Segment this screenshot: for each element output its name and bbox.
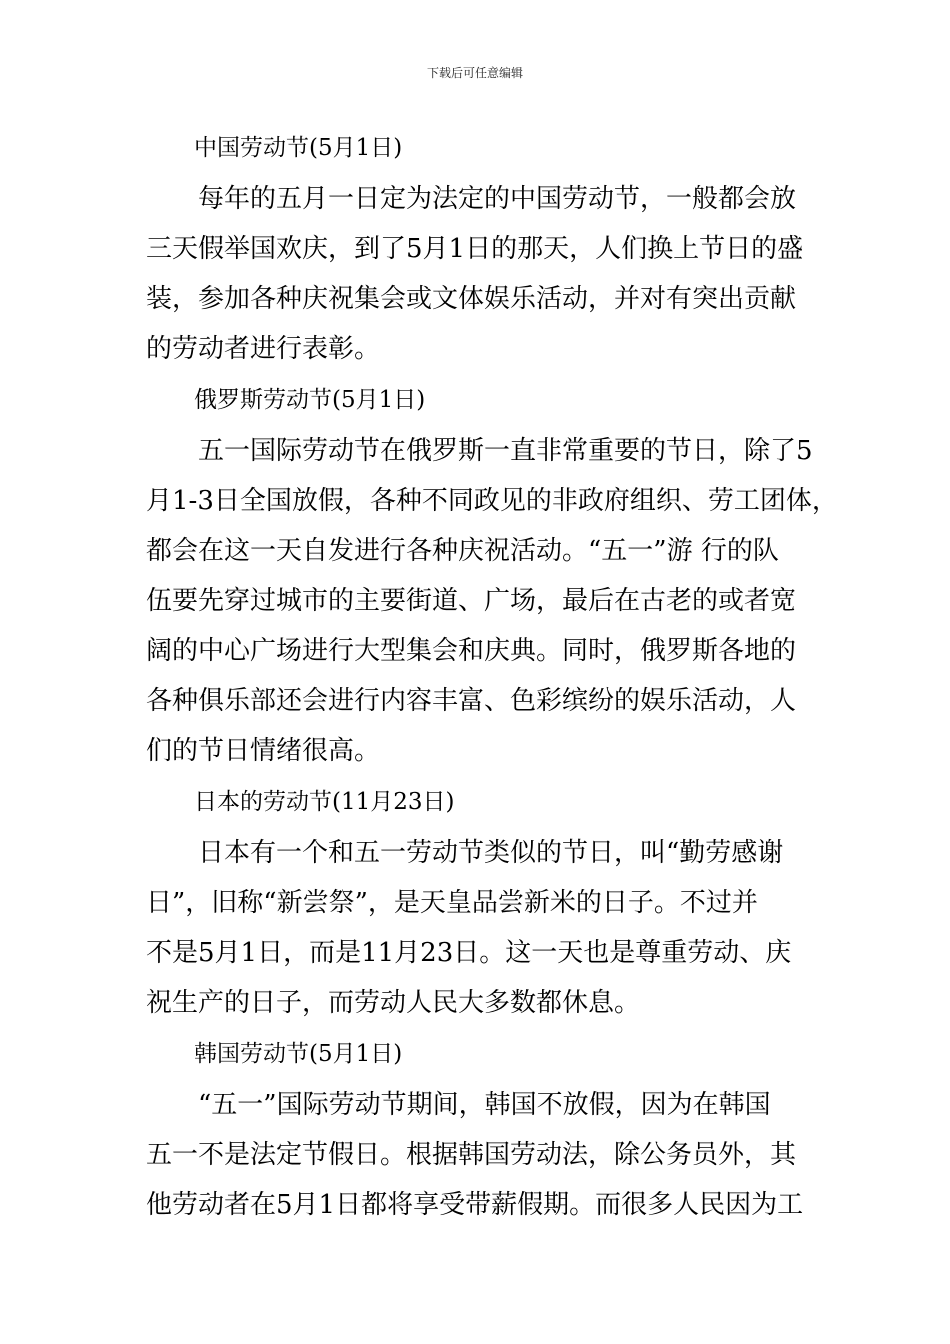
paragraph — [146, 174, 816, 374]
page-header: 下载后可任意编辑 — [426, 66, 523, 80]
text-line: 五一国际劳动节在俄罗斯一直非常重要的节日，除了5 — [198, 436, 813, 466]
section-japan — [146, 776, 816, 1028]
section-heading: 日本的劳动节(11月23日) — [194, 789, 455, 815]
text-line: 日本有一个和五一劳动节类似的节日，叫“勤劳感谢 — [198, 838, 784, 868]
section-korea — [146, 1028, 816, 1230]
document-body — [146, 122, 838, 1230]
text-line: 月1-3日全国放假，各种不同政见的非政府组织、劳工团体， — [146, 486, 838, 516]
text-line: 日”，旧称“新尝祭”，是天皇品尝新米的日子。不过并 — [146, 888, 758, 918]
text-line: 阔的中心广场进行大型集会和庆典。同时，俄罗斯各地的 — [146, 636, 797, 666]
text-line: 各种俱乐部还会进行内容丰富、色彩缤纷的娱乐活动，人 — [146, 686, 797, 716]
text-line: 都会在这一天自发进行各种庆祝活动。“五一”游 行的队 — [146, 536, 779, 566]
text-line: 五一不是法定节假日。根据韩国劳动法，除公务员外，其 — [146, 1140, 797, 1170]
section-heading: 韩国劳动节(5月1日) — [194, 1041, 403, 1067]
text-line: “五一”国际劳动节期间，韩国不放假，因为在韩国 — [198, 1090, 771, 1120]
text-line: 祝生产的日子，而劳动人民大多数都休息。 — [146, 988, 641, 1018]
text-line: 他劳动者在5月1日都将享受带薪假期。而很多人民因为工 — [146, 1190, 804, 1220]
section-china — [146, 122, 816, 374]
text-line: 不是5月1日，而是11月23日。这一天也是尊重劳动、庆 — [146, 938, 792, 968]
text-line: 装，参加各种庆祝集会或文体娱乐活动，并对有突出贡献 — [146, 284, 797, 314]
paragraph — [146, 1080, 816, 1230]
text-line: 们的节日情绪很高。 — [146, 736, 381, 766]
section-heading: 中国劳动节(5月1日) — [194, 135, 403, 161]
section-russia — [146, 374, 838, 776]
text-line: 三天假举国欢庆，到了5月1日的那天，人们换上节日的盛 — [146, 234, 804, 264]
paragraph — [146, 426, 838, 776]
text-line: 的劳动者进行表彰。 — [146, 334, 381, 364]
paragraph — [146, 828, 816, 1028]
text-line: 伍要先穿过城市的主要街道、广场，最后在古老的或者宽 — [146, 586, 797, 616]
text-line: 每年的五月一日定为法定的中国劳动节，一般都会放 — [198, 184, 797, 214]
section-heading: 俄罗斯劳动节(5月1日) — [194, 387, 426, 413]
